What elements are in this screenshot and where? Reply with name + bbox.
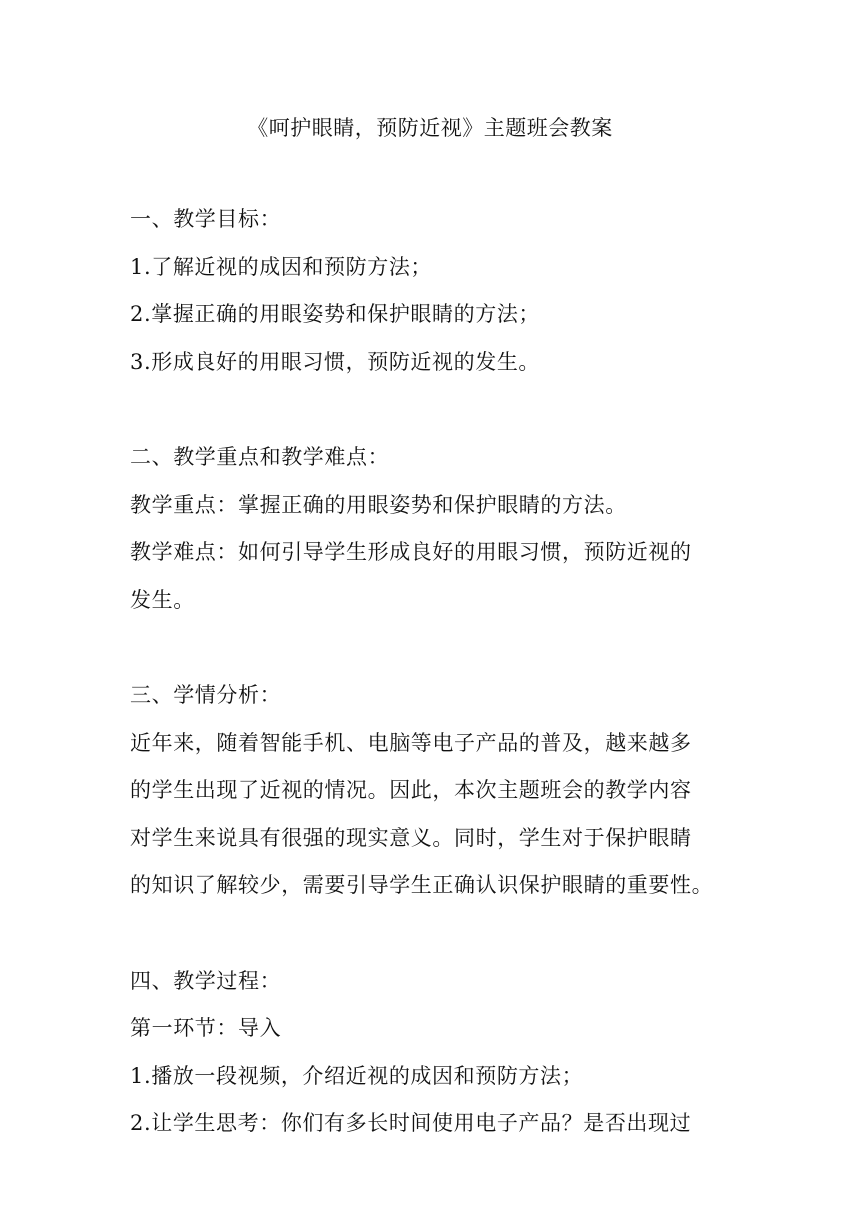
section-gap: [130, 386, 750, 434]
section-heading: 一、教学目标：: [130, 207, 282, 231]
paragraph-line: 1.了解近视的成因和预防方法；: [130, 254, 433, 279]
paragraph-line: 近年来，随着智能手机、电脑等电子产品的普及，越来越多: [130, 730, 692, 755]
paragraph-line: 发生。: [130, 587, 195, 612]
section-heading: 二、教学重点和教学难点：: [130, 444, 390, 469]
paragraph-line: 对学生来说具有很强的现实意义。同时，学生对于保护眼睛: [130, 825, 692, 850]
section-gap: [130, 910, 750, 958]
paragraph-line: 2.掌握正确的用眼姿势和保护眼睛的方法；: [130, 302, 541, 327]
paragraph-line: 教学重点：掌握正确的用眼姿势和保护眼睛的方法。: [130, 492, 627, 517]
section-heading: 四、教学过程：: [130, 968, 282, 993]
section-heading: 三、学情分析：: [130, 682, 282, 707]
paragraph-line: 2.让学生思考：你们有多长时间使用电子产品？是否出现过: [130, 1111, 692, 1136]
paragraph-line: 的学生出现了近视的情况。因此，本次主题班会的教学内容: [130, 778, 692, 803]
section-gap: [130, 624, 750, 672]
paragraph-line: 3.形成良好的用眼习惯，预防近视的发生。: [130, 349, 541, 374]
paragraph-line: 1.播放一段视频，介绍近视的成因和预防方法；: [130, 1063, 584, 1088]
paragraph-line: 教学难点：如何引导学生形成良好的用眼习惯，预防近视的: [130, 540, 692, 565]
paragraph-line: 第一环节：导入: [130, 1016, 282, 1041]
document-title: 《呵护眼睛，预防近视》主题班会教案: [247, 116, 613, 140]
paragraph-line: 的知识了解较少，需要引导学生正确认识保护眼睛的重要性。: [130, 873, 714, 898]
document-body: [130, 196, 750, 1148]
